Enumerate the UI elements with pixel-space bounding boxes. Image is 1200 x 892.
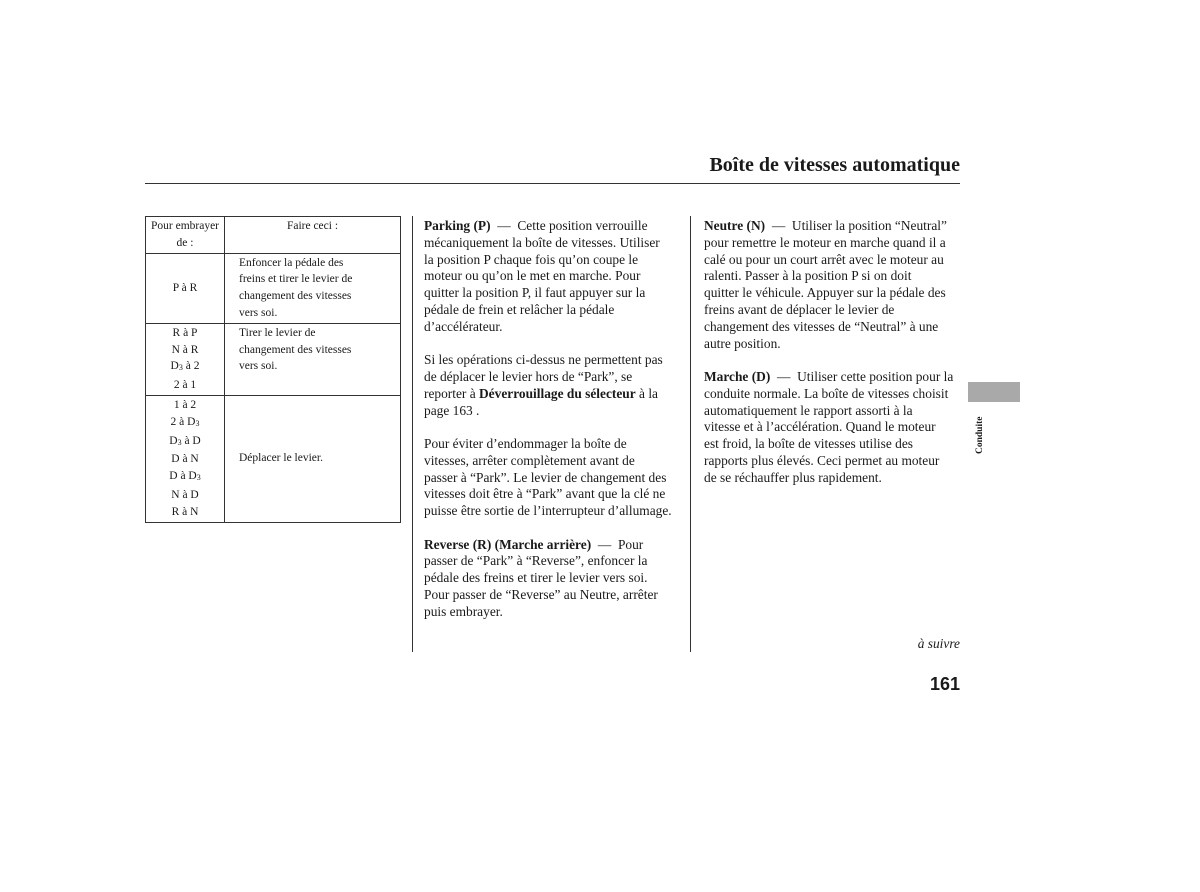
term-neutral: Neutre (N) bbox=[704, 218, 766, 233]
from-entry: P à R bbox=[172, 281, 198, 294]
section-tab bbox=[968, 382, 1020, 402]
table-cell-action bbox=[225, 253, 401, 323]
action-line: Tirer le levier de bbox=[239, 326, 316, 339]
action-line: Enfoncer la pédale des bbox=[239, 256, 344, 269]
paragraph-neutral: Neutre (N) — Utiliser la position “Neutral” pour remettre le moteur en marche quand il a calé ou pour un court arrêt avec le moteur au ralenti. Passer à la position P si on doit quitter le véhicule. Appuyer sur la pédale des freins avant de déplacer le levier de changement des vitesses de “Neutral” à une autre position. bbox=[704, 218, 947, 351]
action-line: changement des vitesses bbox=[239, 290, 352, 303]
continued-note: à suivre bbox=[917, 636, 960, 651]
page-title: Boîte de vitesses automatique bbox=[709, 154, 960, 176]
shift-lock-reference: Déverrouillage du sélecteur bbox=[479, 385, 636, 401]
from-entry: D3 à D bbox=[169, 434, 201, 447]
column-divider bbox=[412, 216, 413, 652]
table-cell-action bbox=[225, 323, 401, 395]
paragraph-park-warning: Pour éviter d’endommager la boîte de vitesses, arrêter complètement avant de passer à “Park”. Le levier de changement des vitesses doit être à “Park” avant que la clé ne puisse être sortie de l’interrupteur d’allumage. bbox=[424, 435, 672, 519]
term-parking: Parking (P) bbox=[424, 218, 491, 233]
title-divider bbox=[145, 183, 960, 184]
action-line: Déplacer le levier. bbox=[239, 452, 323, 465]
table-row bbox=[146, 253, 401, 323]
action-line: vers soi. bbox=[239, 360, 278, 373]
section-tab-label: Conduite bbox=[975, 416, 985, 454]
table-header-row bbox=[146, 217, 401, 254]
shift-table bbox=[145, 216, 401, 523]
text-column-3 bbox=[704, 218, 960, 503]
term-drive: Marche (D) bbox=[704, 368, 771, 384]
table-cell-from bbox=[146, 323, 225, 395]
paragraph-reverse: Reverse (R) (Marche arrière) — Pour passer de “Park” à “Reverse”, enfoncer la pédale des freins et tirer le levier vers soi. Pour passer de “Reverse” au Neutre, arrêter puis embrayer. bbox=[424, 536, 658, 619]
table-header-from-line: Pour embrayer bbox=[150, 220, 220, 232]
paragraph-parking: Parking (P) — Cette position verrouille mécaniquement la boîte de vitesses. Utiliser la position P chaque fois qu’on coupe le moteur ou qu’on le met en marche. Pour quitter la position P, il faut appuyer sur la pédale de frein et relâcher la pédale d’accélérateur. bbox=[424, 218, 660, 334]
page-number: 161 bbox=[929, 674, 960, 694]
table-cell-from bbox=[146, 253, 225, 323]
text-column-2 bbox=[424, 218, 686, 637]
from-entry: N à D bbox=[171, 488, 199, 501]
from-entry: R à P bbox=[172, 326, 198, 339]
table-cell-action bbox=[225, 395, 401, 522]
term-reverse: Reverse (R) (Marche arrière) bbox=[424, 536, 592, 552]
from-entry: N à R bbox=[171, 343, 199, 356]
table-row bbox=[146, 323, 401, 395]
from-entry: 2 à 1 bbox=[173, 379, 197, 392]
table-cell-from bbox=[146, 395, 225, 522]
from-entry: 1 à 2 bbox=[173, 398, 197, 411]
from-entry: D3 à 2 bbox=[170, 360, 200, 373]
from-entry: D à N bbox=[171, 453, 199, 466]
action-line: freins et tirer le levier de bbox=[239, 273, 353, 286]
table-header-action: Faire ceci : bbox=[225, 217, 401, 254]
action-line: changement des vitesses bbox=[239, 343, 352, 356]
from-entry: R à N bbox=[171, 505, 199, 518]
table-header-from-line: de : bbox=[176, 236, 194, 249]
column-divider bbox=[690, 216, 691, 652]
from-entry: 2 à D3 bbox=[170, 415, 200, 428]
from-entry: D à D3 bbox=[169, 470, 201, 483]
paragraph-drive: Marche (D) — Utiliser cette position pour la conduite normale. La boîte de vitesses choisit automatiquement le rapport assorti à la vitesse et à l’accélération. Quand le moteur est froid, la boîte de vitesses utilise des rapports plus élevés. Ceci permet au moteur de se réchauffer plus rapidement. bbox=[704, 368, 954, 485]
paragraph-shift-lock: Si les opérations ci-dessus ne permettent pas de déplacer le levier hors de “Park”, se reporter à Déverrouillage du sélecteur à la page 163 . bbox=[424, 352, 663, 418]
table-row bbox=[146, 395, 401, 522]
action-line: vers soi. bbox=[239, 306, 278, 319]
table-header-from bbox=[146, 217, 225, 254]
